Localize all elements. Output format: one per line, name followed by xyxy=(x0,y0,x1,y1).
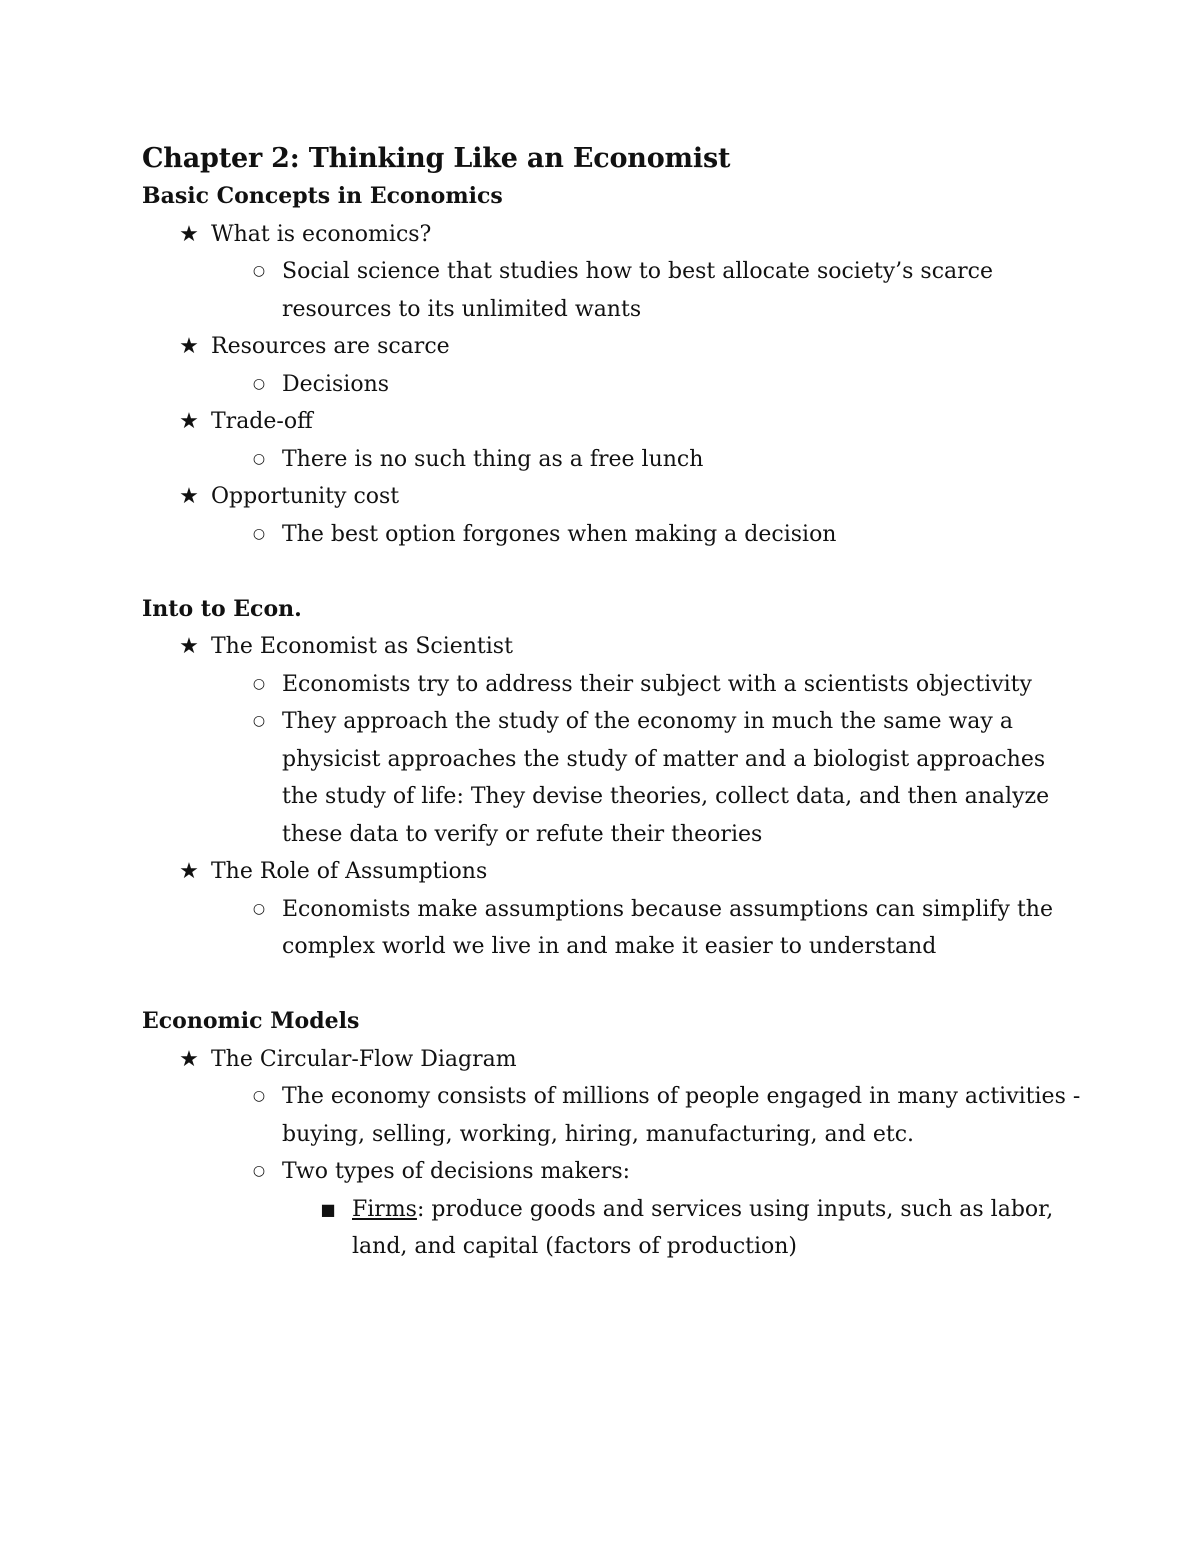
list-item-text: Trade-off xyxy=(211,409,313,434)
sub-sub-list-item-text xyxy=(352,1191,1082,1266)
section-spacer xyxy=(142,966,1082,1004)
list-item xyxy=(142,216,1082,254)
sub-list-item xyxy=(142,253,1082,328)
hollow-circle-icon: ○ xyxy=(252,1163,266,1179)
sub-list-item-text: The economy consists of millions of people engaged in many activities - buying, selling, working, hiring, manufacturing, and etc. xyxy=(282,1084,1081,1147)
list-item-text: The Role of Assumptions xyxy=(211,859,488,884)
firms-term: Firms xyxy=(352,1196,417,1222)
list-item-text: What is economics? xyxy=(211,221,432,247)
star-icon: ★ xyxy=(179,859,199,884)
sub-list-item-text: The best option forgones when making a decision xyxy=(282,521,837,547)
document-page xyxy=(142,140,1082,1266)
hollow-circle-icon: ○ xyxy=(252,900,266,917)
list-item xyxy=(142,328,1082,366)
star-icon: ★ xyxy=(179,409,199,434)
hollow-circle-icon: ○ xyxy=(252,1088,266,1104)
sub-list-item xyxy=(142,666,1082,704)
star-icon: ★ xyxy=(179,334,199,359)
list-item-text: The Circular-Flow Diagram xyxy=(211,1046,517,1072)
list-item xyxy=(142,403,1082,441)
page-title: Chapter 2: Thinking Like an Economist xyxy=(142,143,731,174)
star-icon: ★ xyxy=(179,1046,199,1072)
list-item xyxy=(142,478,1082,516)
firms-definition: : produce goods and services using inputs, such as labor, land, and capital (factors of production) xyxy=(352,1196,1054,1259)
section-heading-economic-models: Economic Models xyxy=(142,1008,360,1034)
sub-list-item-text: Two types of decisions makers: xyxy=(282,1159,631,1184)
sub-list-item-text: Social science that studies how to best allocate society’s scarce resources to its unlimited wants xyxy=(282,259,993,322)
list-item xyxy=(142,628,1082,666)
square-icon: ■ xyxy=(320,1199,336,1219)
sub-list-item xyxy=(142,516,1082,554)
list-item xyxy=(142,853,1082,891)
sub-sub-list-item xyxy=(142,1191,1082,1266)
sub-list-item xyxy=(142,441,1082,479)
sub-list-item-text: Economists try to address their subject with a scientists objectivity xyxy=(282,671,1032,697)
sub-list-item xyxy=(142,1153,1082,1191)
sub-list-item xyxy=(142,366,1082,404)
hollow-circle-icon: ○ xyxy=(252,375,266,392)
hollow-circle-icon: ○ xyxy=(252,263,266,279)
sub-list-item-text: There is no such thing as a free lunch xyxy=(282,446,704,472)
hollow-circle-icon: ○ xyxy=(252,713,266,729)
sub-list-item xyxy=(142,703,1082,853)
hollow-circle-icon: ○ xyxy=(252,675,266,692)
list-item xyxy=(142,1041,1082,1079)
section-heading-intro-to-econ: Into to Econ. xyxy=(142,595,302,622)
hollow-circle-icon: ○ xyxy=(252,525,266,542)
sub-list-item xyxy=(142,1078,1082,1153)
section-spacer xyxy=(142,553,1082,591)
star-icon: ★ xyxy=(179,484,199,509)
sub-list-item-text: Decisions xyxy=(282,371,390,397)
star-icon: ★ xyxy=(179,221,199,247)
list-item-text: Opportunity cost xyxy=(211,484,400,509)
list-item-text: Resources are scarce xyxy=(211,334,450,359)
sub-list-item-text: They approach the study of the economy in much the same way a physicist approaches the study of matter and a biologist approaches the study of life: They devise theories, collect data, and then analyze these data to verify or refute their theories xyxy=(282,709,1050,847)
star-icon: ★ xyxy=(179,634,199,659)
sub-list-item xyxy=(142,891,1082,966)
sub-list-item-text: Economists make assumptions because assumptions can simplify the complex world we live in and make it easier to understand xyxy=(282,896,1053,959)
list-item-text: The Economist as Scientist xyxy=(211,634,513,659)
hollow-circle-icon: ○ xyxy=(252,450,266,467)
section-heading-basic-concepts: Basic Concepts in Economics xyxy=(142,183,503,209)
